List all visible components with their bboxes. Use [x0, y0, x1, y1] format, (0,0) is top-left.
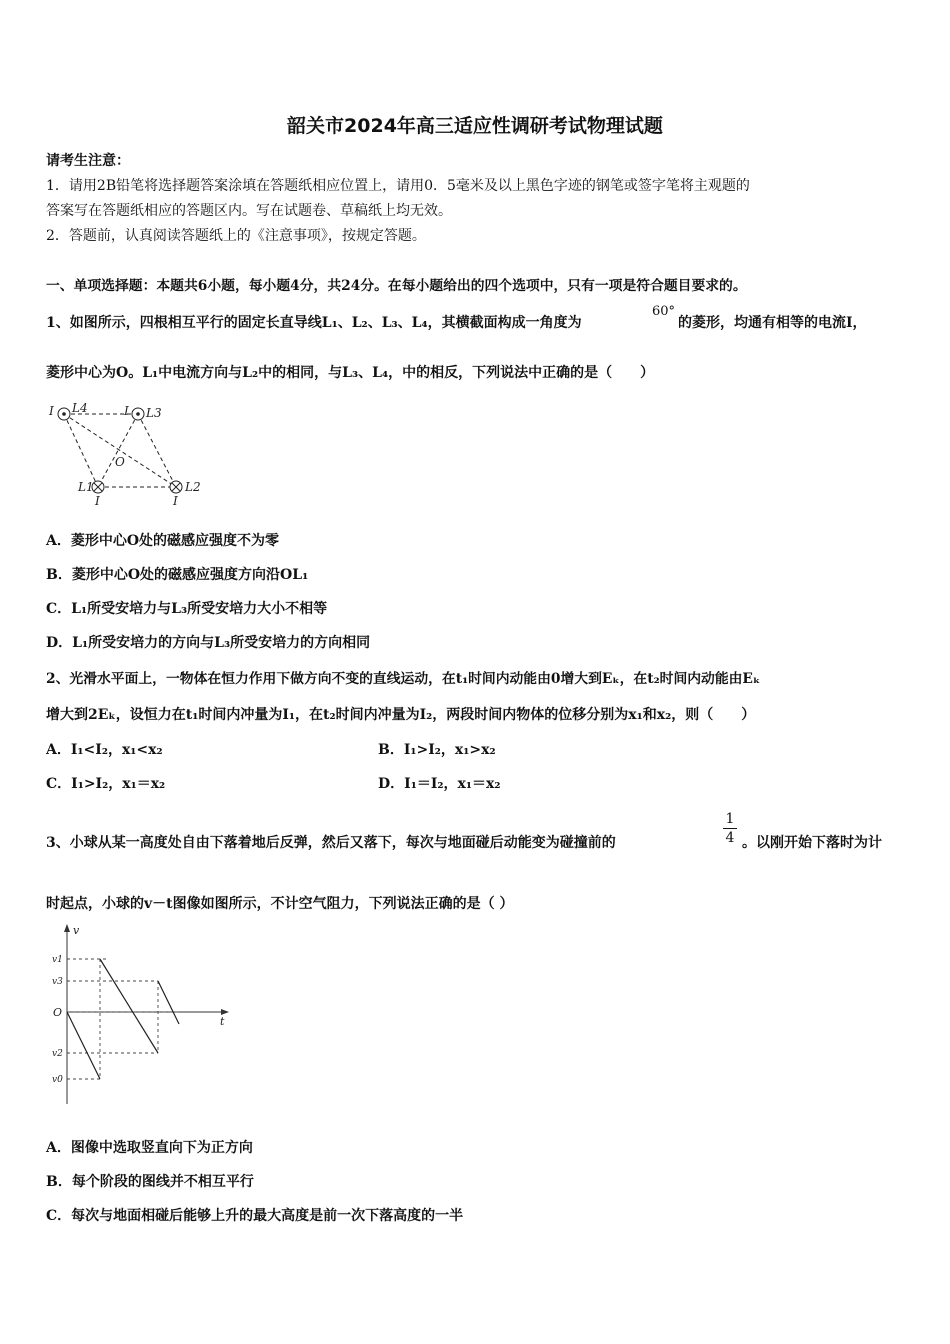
q3-stem-line-1b: 。以刚开始下落时为计 [742, 835, 882, 851]
q3-option-a[interactable]: A．图像中选取竖直向下为正方向 [46, 1140, 253, 1156]
q2-option-b[interactable]: B．I₁>I₂，x₁>x₂ [378, 742, 496, 758]
q3-label-t-axis: t [220, 1015, 225, 1028]
q1-label-l3: L3 [146, 406, 162, 420]
q3-label-v-axis: v [73, 924, 80, 937]
q1-option-d[interactable]: D．L₁所受安培力的方向与L₃所受安培力的方向相同 [46, 635, 371, 651]
page-title: 韶关市2024年高三适应性调研考试物理试题 [287, 115, 663, 137]
notice-item-2: 2．答题前，认真阅读答题纸上的《注意事项》，按规定答题。 [46, 228, 426, 244]
q1-label-o: O [115, 455, 125, 469]
q1-stem-line-2: 菱形中心为O。L₁中电流方向与L₂中的相同，与L₃、L₄，中的相反，下列说法中正确的是（ ） [46, 365, 655, 381]
q3-vt-graph [46, 922, 246, 1112]
q3-fraction [723, 811, 737, 846]
q1-label-l4: L4 [72, 401, 88, 415]
q3-stem-line-2: 时起点，小球的v－t图像如图所示，不计空气阻力，下列说法正确的是（ ） [46, 896, 514, 912]
q1-wire-figure [46, 398, 216, 508]
q2-stem-line-1: 2、光滑水平面上，一物体在恒力作用下做方向不变的直线运动，在t₁时间内动能由0增大到Eₖ，在t₂时间内动能由Eₖ [46, 671, 761, 687]
q3-label-v3: v3 [52, 977, 63, 987]
q1-option-a[interactable]: A．菱形中心O处的磁感应强度不为零 [46, 533, 280, 549]
section-heading: 一、单项选择题：本题共6小题，每小题4分，共24分。在每小题给出的四个选项中，只有一项是符合题目要求的。 [46, 278, 747, 294]
q1-label-l2: L2 [185, 480, 201, 494]
notice-item-1-line-1: 1．请用2B铅笔将选择题答案涂填在答题纸相应位置上，请用0．5毫米及以上黑色字迹的钢笔或签字笔将主观题的 [46, 178, 750, 194]
notice-heading: 请考生注意： [46, 153, 130, 169]
q1-label-i-l4: I [49, 404, 54, 418]
notice-item-1-line-2: 答案写在答题纸相应的答题区内。写在试题卷、草稿纸上均无效。 [46, 203, 452, 219]
q1-option-b[interactable]: B．菱形中心O处的磁感应强度方向沿OL₁ [46, 567, 309, 583]
q3-fraction-numerator: 1 [725, 811, 735, 827]
q3-label-v2: v2 [52, 1049, 63, 1059]
q1-stem-line-1b: 的菱形，均通有相等的电流I， [678, 315, 867, 331]
q2-option-c[interactable]: C．I₁>I₂，x₁＝x₂ [46, 776, 166, 792]
q2-option-d[interactable]: D．I₁＝I₂，x₁＝x₂ [378, 776, 501, 792]
q1-label-l1: L1 [78, 480, 94, 494]
q1-label-i-l2: I [173, 494, 178, 508]
q1-angle: 60° [652, 304, 676, 319]
q3-option-c[interactable]: C．每次与地面相碰后能够上升的最大高度是前一次下落高度的一半 [46, 1208, 464, 1224]
q1-stem-line-1a: 1、如图所示，四根相互平行的固定长直导线L₁、L₂、L₃、L₄，其横截面构成一角度为 [46, 315, 582, 331]
q1-label-i-l3: I [124, 404, 129, 418]
q3-label-v0: v0 [52, 1075, 63, 1085]
q1-option-c[interactable]: C．L₁所受安培力与L₃所受安培力大小不相等 [46, 601, 328, 617]
q3-label-origin: O [53, 1006, 63, 1019]
q3-fraction-denominator: 4 [725, 830, 735, 846]
q3-label-v1: v1 [52, 955, 63, 965]
q3-option-b[interactable]: B．每个阶段的图线并不相互平行 [46, 1174, 254, 1190]
q2-stem-line-2: 增大到2Eₖ，设恒力在t₁时间内冲量为I₁，在t₂时间内冲量为I₂，两段时间内物体的位移分别为x₁和x₂，则（ ） [46, 707, 756, 723]
q1-label-i-l1: I [95, 494, 100, 508]
q3-stem-line-1a: 3、小球从某一高度处自由下落着地后反弹，然后又落下，每次与地面碰后动能变为碰撞前的 [46, 835, 616, 851]
q2-option-a[interactable]: A．I₁<I₂，x₁<x₂ [46, 742, 163, 758]
